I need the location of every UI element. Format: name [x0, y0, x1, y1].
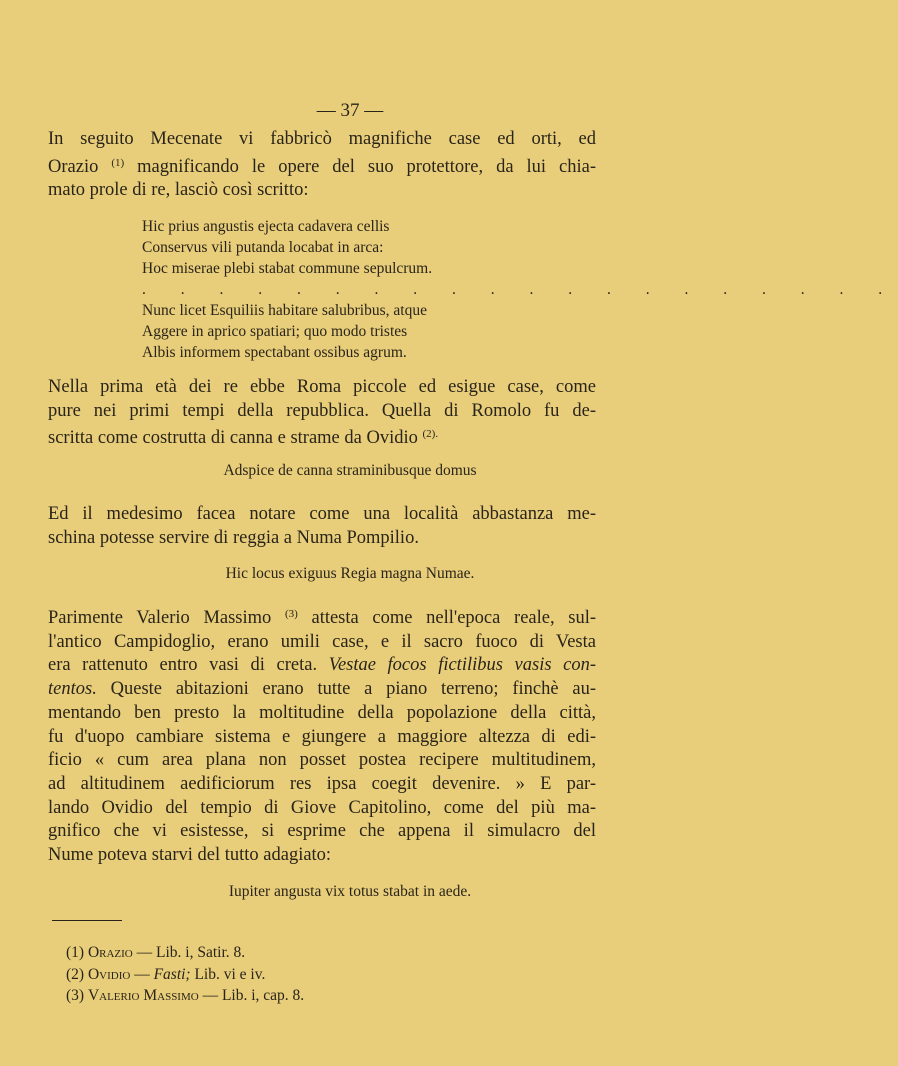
text-line: ad altitudinem aedificiorum res ipsa coegit devenire. » E par- — [48, 773, 596, 794]
quote-numa: Hic locus exiguus Regia magna Numae. — [225, 565, 475, 582]
text-line: schina potesse servire di reggia a Numa Pompilio. — [48, 527, 419, 548]
verse-line: Aggere in aprico spatiari; quo modo tristes — [142, 323, 408, 340]
text-line: gnifico che vi esistesse, si esprime che appena il simulacro del — [48, 821, 596, 842]
verse-line: Hic prius angustis ejecta cadavera cellis — [142, 218, 390, 235]
text-line: pure nei primi tempi della repubblica. Quella di Romolo fu de- — [48, 400, 596, 421]
verse-quote-1 — [142, 216, 898, 363]
footnotes — [66, 942, 304, 1007]
text-line: l'antico Campidoglio, erano umili case, e il sacro fuoco di Vesta — [48, 631, 596, 652]
text-line: Nella prima età dei re ebbe Roma piccole ed esigue case, come — [48, 377, 596, 397]
text-line: ficio « cum area plana non posset postea recipere multitudinem, — [48, 750, 596, 771]
text-line: era rattenuto entro vasi di creta. Vestae focos fictilibus vasis con- — [48, 655, 597, 676]
text-line: tentos. Queste abitazioni erano tutte a piano terreno; finchè au- — [48, 679, 597, 700]
text-line: scritta come costrutta di canna e strame da Ovidio $^{(2).}$ — [48, 428, 439, 449]
footnote-3: (3) Valerio Massimo — Lib. i, cap. 8. — [66, 987, 305, 1004]
footnote-ref: (3) — [284, 608, 298, 620]
page-number: — 37 — — [316, 100, 384, 121]
text-line: Parimente Valerio Massimo $^{(3)}$ attesta come nell'epoca reale, sul- — [48, 608, 597, 628]
footnote-rule — [52, 920, 122, 921]
text-line: Ed il medesimo facea notare come una località abbastanza me- — [48, 504, 596, 524]
text-line: Orazio $^{(1)}$ magnificando le opere del suo protettore, da lui chia- — [48, 156, 597, 177]
text-line: In seguito Mecenate vi fabbricò magnifiche case ed orti, ed — [48, 129, 596, 149]
paragraph-2 — [48, 376, 596, 451]
text-line: Nume poteva starvi del tutto adagiato: — [48, 845, 332, 866]
quote-canna: Adspice de canna straminibusque domus — [223, 462, 477, 479]
footnote-2: (2) Ovidio — Fasti; Lib. vi e iv. — [66, 965, 266, 983]
latin-quote: tentos. — [48, 679, 97, 700]
paragraph-1 — [48, 128, 596, 203]
ellipsis-dots: . . . . . . . . . . . . . . . . . . . . — [142, 281, 898, 298]
text-line: fu d'uopo cambiare sistema e giungere a maggiore altezza di edi- — [48, 726, 596, 747]
footnote-ref: (2). — [422, 428, 439, 441]
paragraph-3 — [48, 503, 596, 550]
text-line: mentando ben presto la moltitudine della popolazione della città, — [48, 702, 596, 723]
footnote-1: (1) Orazio — Lib. i, Satir. 8. — [66, 944, 246, 961]
text-line: lando Ovidio del tempio di Giove Capitolino, come del più ma- — [48, 797, 596, 818]
verse-line: Conservus vili putanda locabat in arca: — [142, 239, 384, 256]
verse-line: Nunc licet Esquiliis habitare salubribus, atque — [142, 302, 427, 319]
footnote-ref: (1) — [111, 156, 125, 169]
verse-line: Albis informem spectabant ossibus agrum. — [142, 344, 407, 361]
latin-quote: Vestae focos fictilibus vasis con- — [328, 655, 597, 676]
text-line: mato prole di re, lasciò così scritto: — [48, 180, 309, 201]
quote-iupiter: Iupiter angusta vix totus stabat in aede. — [228, 883, 472, 900]
paragraph-4 — [48, 603, 596, 868]
verse-line: Hoc miserae plebi stabat commune sepulcrum. — [142, 260, 433, 277]
